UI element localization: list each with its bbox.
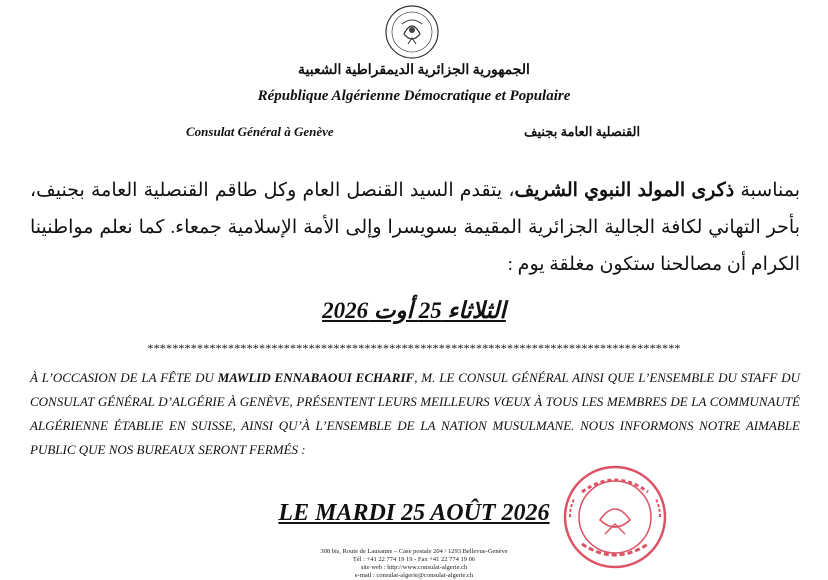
french-notice-occasion: MAWLID ENNABAOUI ECHARIF: [217, 370, 415, 385]
french-notice: [30, 366, 800, 462]
footer-phone: Tél : +41 22 774 19 19 - Fax +41 22 774 19 06: [352, 556, 476, 563]
arabic-notice-occasion: ذكرى المولد النبوي الشريف: [514, 180, 735, 201]
french-notice-intro: À L’OCCASION DE LA FÊTE DU: [30, 370, 218, 385]
footer-website[interactable]: site web : http://www.consulat-algerie.ch: [360, 564, 468, 571]
french-country-name: République Algérienne Démocratique et Populaire: [257, 88, 571, 104]
arabic-notice: [30, 172, 800, 283]
french-notice-body: , M. LE CONSUL GÉNÉRAL AINSI QUE L’ENSEMBLE DU STAFF DU CONSULAT GÉNÉRAL D’ALGÉRIE À GENÈVE, PRÉSENTENT LEURS MEILLEURS VŒUX À TOUS LES MEMBRES DE LA COMMUNAUTÉ ALGÉRIENNE ÉTABLIE EN SUISSE, AINSI QU’À L’ENSEMBLE DE LA NATION MUSULMANE. NOUS INFORMONS NOTRE AIMABLE PUBLIC QUE NOS BUREAUX SERONT FERMÉS :: [30, 370, 800, 457]
algeria-emblem-icon: [384, 4, 440, 60]
arabic-country-name: الجمهورية الجزائرية الديمقراطية الشعبية: [298, 63, 530, 78]
french-closing-date-text: LE MARDI 25 AOÛT 2026: [278, 500, 550, 526]
footer: [0, 548, 828, 580]
separator: **************************************************************************************: [147, 341, 681, 355]
arabic-notice-body: ، يتقدم السيد القنصل العام وكل طاقم القنصلية العامة بجنيف، بأحر التهاني لكافة الجالية الجزائرية المقيمة بسويسرا وإلى الأمة الإسلامية جمعاء. كما نعلم مواطنينا الكرام أن مصالحنا ستكون مغلقة يوم :: [30, 180, 800, 275]
french-closing-date: [0, 500, 828, 527]
footer-address: 308 bis, Route de Lausanne – Case postale 204 / 1293 Bellevue-Genève: [320, 548, 508, 555]
consulate-seal-icon: [560, 462, 670, 572]
arabic-notice-intro: بمناسبة: [734, 180, 801, 201]
arabic-closing-date-text: الثلاثاء 25 أوت 2026: [322, 298, 506, 323]
arabic-consulate-name: القنصلية العامة بجنيف: [524, 124, 641, 139]
arabic-closing-date: [0, 298, 828, 324]
french-consulate-name: Consulat Général à Genève: [186, 124, 334, 139]
footer-email[interactable]: e-mail : consulat-algerie@consulat-algerie.ch: [354, 572, 474, 579]
